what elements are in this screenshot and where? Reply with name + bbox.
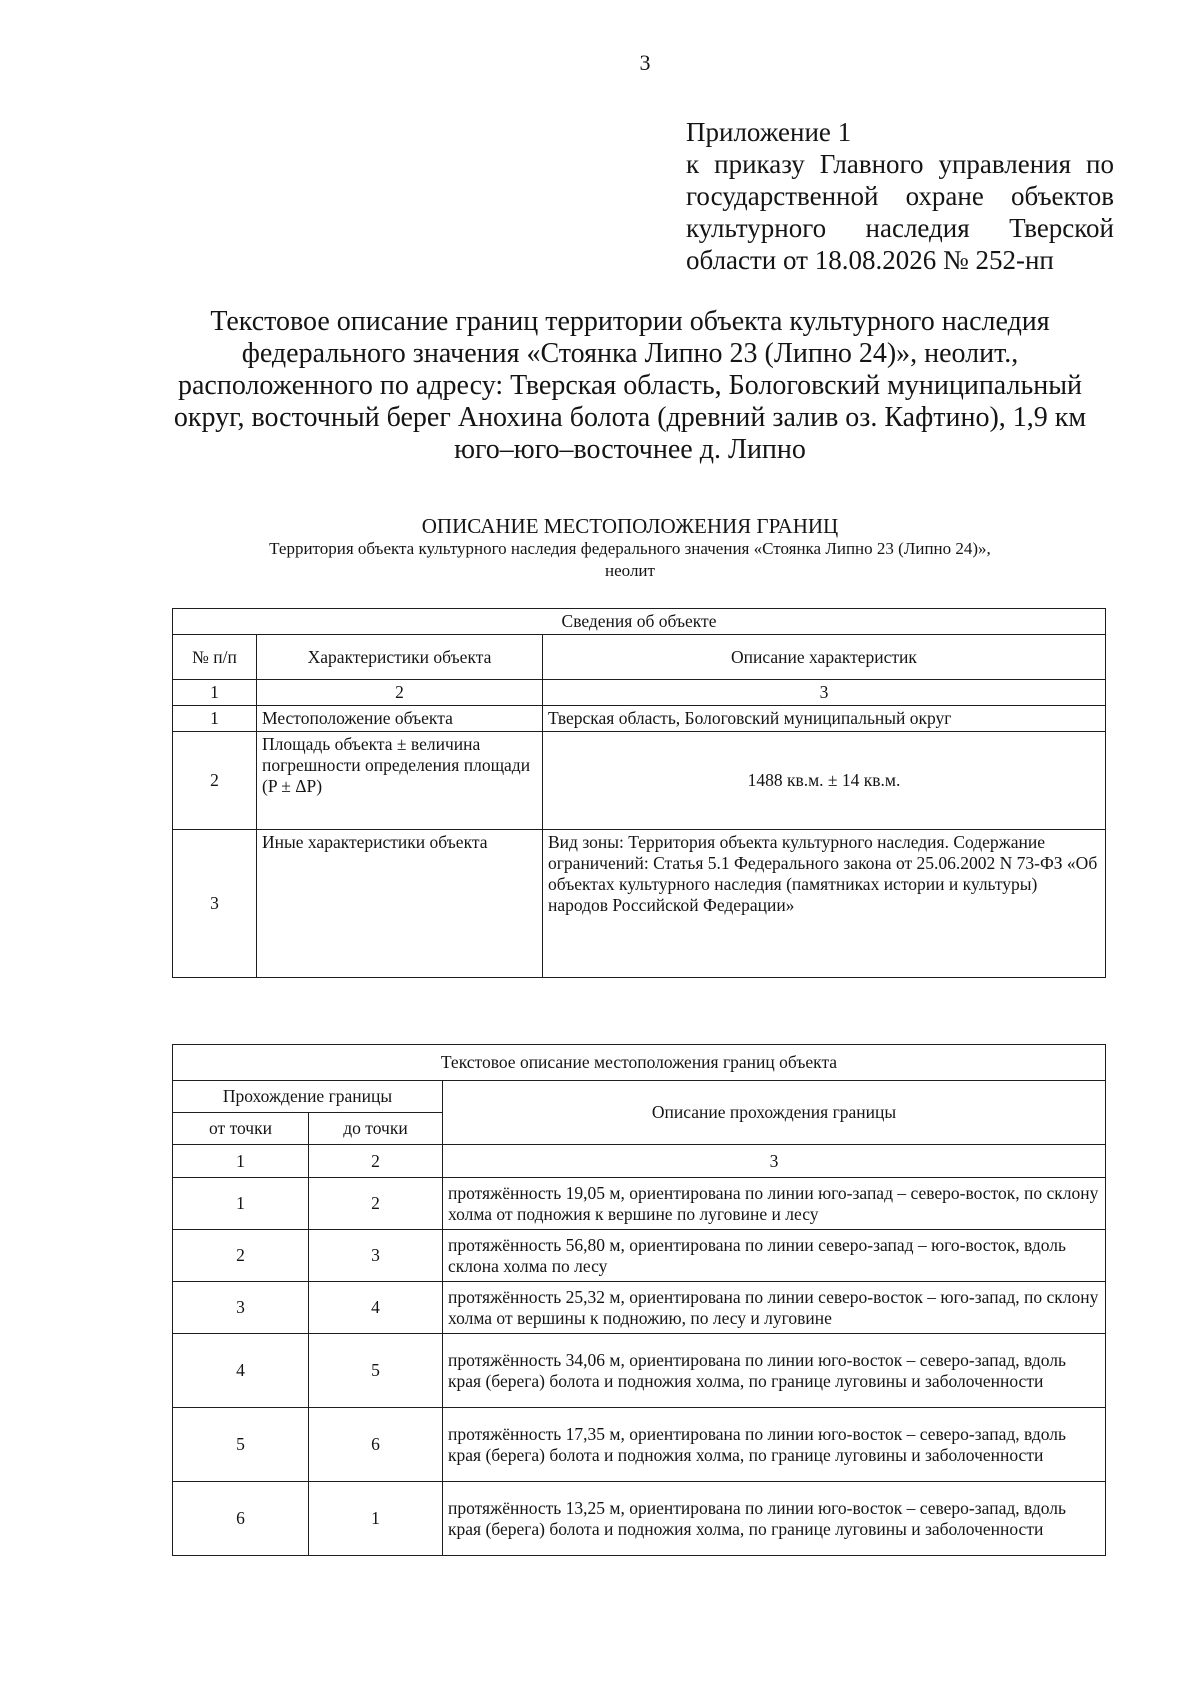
table-row (173, 706, 1106, 732)
table-row (173, 1282, 1106, 1334)
segment-description: протяжённость 19,05 м, ориентирована по линии юго-запад – северо-восток, по склону холма от подножия к вершине по луговине и лесу (443, 1178, 1106, 1230)
column-number: 2 (257, 680, 543, 706)
segment-description: протяжённость 13,25 м, ориентирована по линии юго-восток – северо-запад, вдоль края (берега) болота и подножия холма, по границе луговины и заболоченности (443, 1482, 1106, 1556)
segment-description: протяжённость 25,32 м, ориентирована по линии северо-восток – юго-запад, по склону холма от вершины к подножию, по лесу и луговине (443, 1282, 1106, 1334)
to-point: 2 (309, 1178, 443, 1230)
appendix-title: Приложение 1 (686, 117, 852, 147)
characteristic-name: Местоположение объекта (257, 706, 543, 732)
characteristic-name: Иные характеристики объекта (257, 830, 543, 978)
row-number: 1 (173, 706, 257, 732)
column-number: 2 (309, 1145, 443, 1178)
characteristic-description: Вид зоны: Территория объекта культурного наследия. Содержание ограничений: Статья 5.1 Федерального закона от 25.06.2002 N 73-ФЗ «Об объектах культурного наследия (памятниках истории и культуры) народов Российской Федерации» (543, 830, 1106, 978)
table-row (173, 830, 1106, 978)
table-row (173, 1482, 1106, 1556)
document-title (150, 306, 1110, 466)
column-header: до точки (309, 1113, 443, 1145)
table-row (173, 1178, 1106, 1230)
from-point: 4 (173, 1334, 309, 1408)
from-point: 5 (173, 1408, 309, 1482)
table-row (173, 1408, 1106, 1482)
row-number: 3 (173, 830, 257, 978)
column-header: № п/п (173, 635, 257, 680)
document-title-line: юго–юго–восточнее д. Липно (454, 434, 806, 465)
column-number: 1 (173, 1145, 309, 1178)
to-point: 1 (309, 1482, 443, 1556)
appendix-line: к приказу Главного управления по (686, 149, 1114, 179)
characteristic-description: Тверская область, Бологовский муниципальный округ (543, 706, 1106, 732)
from-point: 3 (173, 1282, 309, 1334)
column-header: Описание прохождения границы (443, 1081, 1106, 1145)
appendix-line: культурного наследия Тверской (686, 213, 1114, 243)
appendix-line: государственной охране объектов (686, 181, 1114, 211)
section-subheading-line: Территория объекта культурного наследия федерального значения «Стоянка Липно 23 (Липно 24)», (269, 539, 991, 558)
segment-description: протяжённость 56,80 м, ориентирована по линии северо-запад – юго-восток, вдоль склона холма по лесу (443, 1230, 1106, 1282)
column-number: 1 (173, 680, 257, 706)
column-header: Описание характеристик (543, 635, 1106, 680)
group-header: Прохождение границы (173, 1081, 443, 1113)
section-subheading-line: неолит (605, 561, 655, 580)
table-row (173, 1230, 1106, 1282)
boundary-description-table (172, 1044, 1106, 1556)
section-subheading (150, 538, 1110, 582)
table-row (173, 732, 1106, 830)
appendix-line: области от 18.08.2026 № 252-нп (686, 245, 1054, 275)
table-caption: Текстовое описание местоположения границ объекта (173, 1045, 1106, 1081)
table-caption: Сведения об объекте (173, 609, 1106, 635)
characteristic-name: Площадь объекта ± величина погрешности определения площади (P ± ΔP) (257, 732, 543, 830)
to-point: 3 (309, 1230, 443, 1282)
from-point: 2 (173, 1230, 309, 1282)
from-point: 6 (173, 1482, 309, 1556)
section-heading: ОПИСАНИЕ МЕСТОПОЛОЖЕНИЯ ГРАНИЦ (421, 514, 839, 538)
table-row (173, 1334, 1106, 1408)
column-number: 3 (543, 680, 1106, 706)
document-title-line: федерального значения «Стоянка Липно 23 (Липно 24)», неолит., (241, 338, 1019, 369)
row-number: 2 (173, 732, 257, 830)
document-title-line: округ, восточный берег Анохина болота (древний залив оз. Кафтино), 1,9 км (173, 402, 1087, 433)
characteristic-description: 1488 кв.м. ± 14 кв.м. (543, 732, 1106, 830)
segment-description: протяжённость 17,35 м, ориентирована по линии юго-восток – северо-запад, вдоль края (берега) болота и подножия холма, по границе луговины и заболоченности (443, 1408, 1106, 1482)
appendix-block (686, 116, 1114, 276)
page-number: 3 (639, 50, 651, 75)
from-point: 1 (173, 1178, 309, 1230)
column-header: Характеристики объекта (257, 635, 543, 680)
column-header: от точки (173, 1113, 309, 1145)
to-point: 5 (309, 1334, 443, 1408)
column-number: 3 (443, 1145, 1106, 1178)
document-title-line: расположенного по адресу: Тверская область, Бологовский муниципальный (177, 370, 1082, 401)
object-info-table (172, 608, 1106, 978)
to-point: 6 (309, 1408, 443, 1482)
to-point: 4 (309, 1282, 443, 1334)
document-title-line: Текстовое описание границ территории объекта культурного наследия (210, 306, 1050, 337)
segment-description: протяжённость 34,06 м, ориентирована по линии юго-восток – северо-запад, вдоль края (берега) болота и подножия холма, по границе луговины и заболоченности (443, 1334, 1106, 1408)
